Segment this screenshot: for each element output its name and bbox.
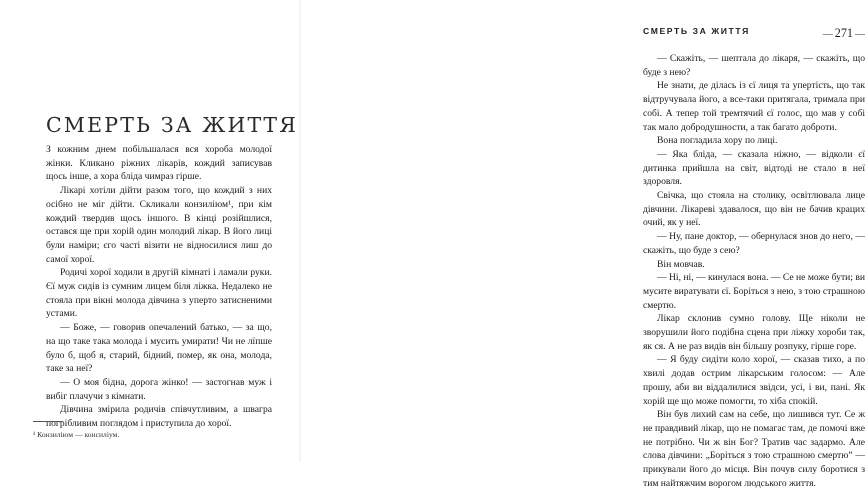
running-head <box>643 26 865 40</box>
paragraph: Родичі хорої ходили в другій кімнаті і ламали руки. Єї муж сидів із сумним лицем біля ліжка. Недалеко не стояла при вікні молода дівчина з уперто затисненими устами. <box>46 267 272 320</box>
paragraph: — Скажіть, — шептала до лікаря, — скажіть, що буде з нею? <box>643 53 865 78</box>
paragraph: Він мовчав. <box>657 258 705 270</box>
paragraph: Лікар склонив сумно голову. Ще ніколи не зворушили його подібна сцена при ліжку хороби так, як ся. А не раз видів він більшу розпуку, гірше горе. <box>643 313 865 352</box>
page-number: 271 <box>834 26 853 40</box>
paragraph: — Я буду сидіти коло хорої, — сказав тихо, а по хвилі додав острим лікарським голосом: — Але прошу, аби ви віддалилися звідси, усі, і ви, пані. Як хорій ще що може помогти, то хіба спокій. <box>643 354 865 407</box>
paragraph: Лікарі хотіли дійти разом того, що кождий з них осібно не міг дійти. Скликали конзиліюм¹, при кім кождий твердив щось іншого. В кінці розійшлися, остався ще при хорій один молодий лікар. В його лиці були наміри; єго часті візити не відносилися лиш до самої хорої. <box>46 185 272 265</box>
folio-dash-left: — <box>822 29 833 40</box>
paragraph: З кожним днем побільшалася вся хороба молодої жінки. Кликано ріжних лікарів, кождий записував щось інше, а хора бліда чимраз гірше. <box>46 144 272 183</box>
left-page <box>0 0 300 462</box>
footnote: ¹ Конзиліюм — консиліум. <box>33 430 120 439</box>
paragraph: — Яка бліда, — сказала ніжно, — відколи єї дитинка прийшла на світ, відтоді не стало в неї здоровля. <box>643 148 865 188</box>
left-text-body <box>46 143 272 431</box>
paragraph: Дівчина змірила родичів співчутливим, а швагра погрібливим поглядом і приступила до хорої. <box>46 404 272 430</box>
running-title: СМЕРТЬ ЗА ЖИТТЯ <box>643 26 750 36</box>
right-page <box>300 0 865 489</box>
paragraph: — Ну, пане доктор, — обернулася знов до него, — скажіть, що буде з сею? <box>643 231 865 256</box>
paragraph: Не знати, де ділась із єї лиця та упертість, що так відтручувала його, а все-таки притягала, тримала при собі. А тепер той тремтячий єї голос, що мав у собі так мало добродушности, а так багато доброти. <box>643 80 865 133</box>
paragraph: — Ні, ні, — кинулася вона. — Се не може бути; ви мусите виратувати єї. Боріться з нею, з тою страшною смертю. <box>643 272 865 311</box>
page-number-group <box>823 24 865 42</box>
footnote-divider <box>33 421 63 422</box>
paragraph: Вона погладила хору по лиці. <box>657 135 778 147</box>
paragraph: — Боже, — говорив опечалений батько, — за що, на що таке така молода і мусить умирати! Чи не лїпше було б, щоб я, старий, бідний, помер, як она, молода, таке за неї? <box>46 322 272 375</box>
right-text-body <box>643 52 865 491</box>
folio-dash-right: — <box>855 29 865 40</box>
paragraph: Свічка, що стояла на столику, освітлювала лице дівчини. Лікареві здавалося, що він не бачив крацих очий, як у неї. <box>643 190 865 229</box>
paragraph: — О моя бідна, дорога жінко! — застогнав муж і вибіг плачучи з кімнати. <box>46 376 272 402</box>
paragraph: Він був лихий сам на себе, що лишився тут. Се ж не правдивий лікар, що не помагає там, де помочі вже не потрібно. Чи ж він Бог? Тратив час задармо. Але слова дівчини: „Боріться з тою страшною смертю” — прикували його до місця. Він почув силу боротися з тим найтяжчим ворогом людського життя. <box>643 409 865 489</box>
chapter-title: СМЕРТЬ ЗА ЖИТТЯ <box>46 113 299 137</box>
